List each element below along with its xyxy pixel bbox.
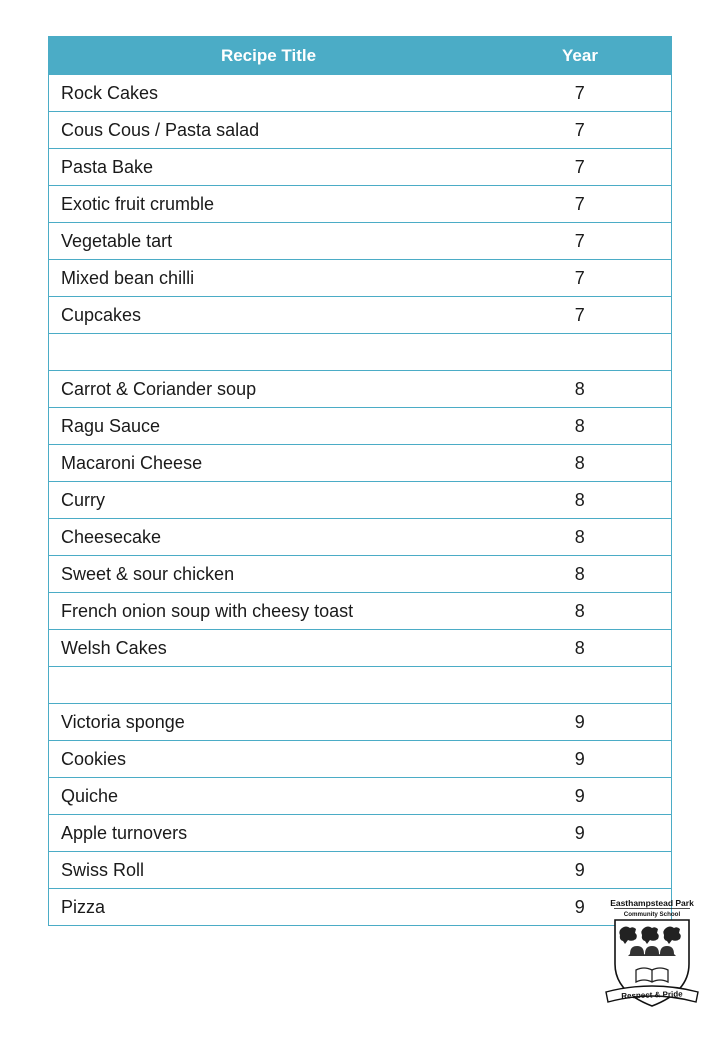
- table-row: [49, 852, 672, 889]
- year-cell: 7: [489, 260, 672, 297]
- table-row: [49, 593, 672, 630]
- year-cell: 8: [489, 519, 672, 556]
- year-cell: 8: [489, 593, 672, 630]
- year-cell: 7: [489, 297, 672, 334]
- table-row: [49, 482, 672, 519]
- logo-name-line2: Community School: [623, 911, 681, 918]
- table-row: [49, 297, 672, 334]
- year-cell: 8: [489, 482, 672, 519]
- recipe-title-cell: [49, 667, 489, 704]
- year-cell: 7: [489, 112, 672, 149]
- year-cell: 8: [489, 408, 672, 445]
- recipe-title-cell: Curry: [49, 482, 489, 519]
- table-row: [49, 519, 672, 556]
- table-header-row: [49, 37, 672, 75]
- table-row: [49, 149, 672, 186]
- header-recipe-title: Recipe Title: [49, 37, 489, 75]
- recipe-title-cell: French onion soup with cheesy toast: [49, 593, 489, 630]
- table-row: [49, 778, 672, 815]
- year-cell: 9: [489, 889, 672, 926]
- year-cell: 9: [489, 741, 672, 778]
- recipe-title-cell: Welsh Cakes: [49, 630, 489, 667]
- recipe-title-cell: Rock Cakes: [49, 75, 489, 112]
- year-cell: 9: [489, 704, 672, 741]
- recipe-title-cell: Apple turnovers: [49, 815, 489, 852]
- recipe-title-cell: Pasta Bake: [49, 149, 489, 186]
- recipe-title-cell: Vegetable tart: [49, 223, 489, 260]
- recipe-title-cell: Cookies: [49, 741, 489, 778]
- table-body: [49, 75, 672, 926]
- recipe-title-cell: Exotic fruit crumble: [49, 186, 489, 223]
- recipe-title-cell: Cupcakes: [49, 297, 489, 334]
- recipe-title-cell: Mixed bean chilli: [49, 260, 489, 297]
- table-row: [49, 223, 672, 260]
- year-cell: 9: [489, 778, 672, 815]
- table-row: [49, 704, 672, 741]
- table-row: [49, 556, 672, 593]
- year-cell: 9: [489, 852, 672, 889]
- recipe-title-cell: Macaroni Cheese: [49, 445, 489, 482]
- recipe-title-cell: Cheesecake: [49, 519, 489, 556]
- header-year: Year: [489, 37, 672, 75]
- recipe-title-cell: Swiss Roll: [49, 852, 489, 889]
- table-row: [49, 186, 672, 223]
- table-row: [49, 75, 672, 112]
- table-spacer-row: [49, 334, 672, 371]
- year-cell: 8: [489, 556, 672, 593]
- recipe-title-cell: Carrot & Coriander soup: [49, 371, 489, 408]
- recipe-title-cell: [49, 334, 489, 371]
- table-row: [49, 371, 672, 408]
- recipe-table: [48, 36, 672, 926]
- year-cell: 8: [489, 630, 672, 667]
- recipe-title-cell: Quiche: [49, 778, 489, 815]
- table-row: [49, 889, 672, 926]
- bells-icon: [628, 946, 676, 956]
- logo-name-line1: Easthampstead Park: [610, 898, 694, 908]
- year-cell: 8: [489, 371, 672, 408]
- table-spacer-row: [49, 667, 672, 704]
- recipe-title-cell: Pizza: [49, 889, 489, 926]
- year-cell: 9: [489, 815, 672, 852]
- table-row: [49, 445, 672, 482]
- table-row: [49, 630, 672, 667]
- year-cell: [489, 334, 672, 371]
- recipe-title-cell: Cous Cous / Pasta salad: [49, 112, 489, 149]
- logo-motto: Respect & Pride: [621, 989, 683, 1001]
- recipe-title-cell: Sweet & sour chicken: [49, 556, 489, 593]
- year-cell: 8: [489, 445, 672, 482]
- year-cell: 7: [489, 75, 672, 112]
- year-cell: [489, 667, 672, 704]
- table-row: [49, 741, 672, 778]
- year-cell: 7: [489, 149, 672, 186]
- table-row: [49, 408, 672, 445]
- recipe-title-cell: Victoria sponge: [49, 704, 489, 741]
- year-cell: 7: [489, 186, 672, 223]
- table-row: [49, 815, 672, 852]
- year-cell: 7: [489, 223, 672, 260]
- school-crest-logo: [600, 896, 704, 1016]
- table-row: [49, 260, 672, 297]
- table-row: [49, 112, 672, 149]
- recipe-title-cell: Ragu Sauce: [49, 408, 489, 445]
